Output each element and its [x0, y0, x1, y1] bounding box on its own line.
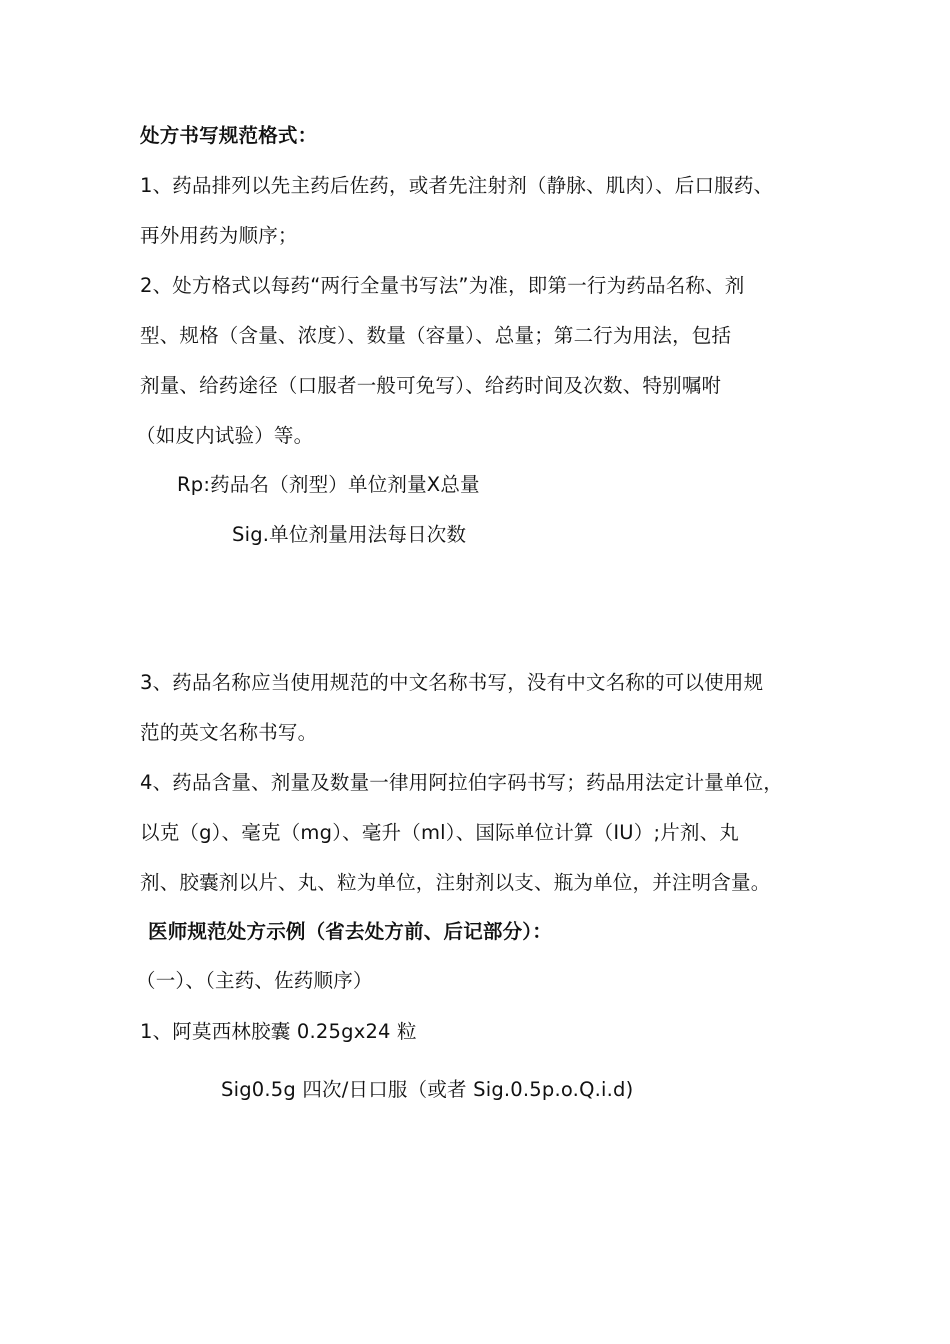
rule-2-line-3: 剂量、给药途径（口服者一般可免写）、给药时间及次数、特别嘱咐: [140, 374, 722, 397]
rule-4-line-1: 4、药品含量、剂量及数量一律用阿拉伯字码书写；药品用法定计量单位，: [140, 771, 784, 794]
example-heading: 医师规范处方示例（省去处方前、后记部分）：: [148, 920, 552, 943]
prescription-format-line-2: Sig.单位剂量用法每日次数: [232, 523, 467, 546]
rule-2-line-4: （如皮内试验）等。: [136, 424, 314, 447]
example-section-title: （一）、（主药、佐药顺序）: [136, 969, 373, 992]
rule-2-line-2: 型、规格（含量、浓度）、数量（容量）、总量；第二行为用法，包括: [140, 324, 732, 347]
example-item-1-usage: Sig0.5g 四次/日口服（或者 Sig.0.5p.o.Q.i.d): [221, 1078, 634, 1101]
example-item-1: 1、阿莫西林胶囊 0.25gx24 粒: [140, 1020, 417, 1043]
rule-2-line-1: 2、处方格式以每药“两行全量书写法”为准，即第一行为药品名称、剂: [140, 274, 745, 297]
rule-4-line-2: 以克（g）、毫克（mg）、毫升（ml）、国际单位计算（IU）;片剂、丸: [140, 821, 740, 844]
rule-4-line-3: 剂、胶囊剂以片、丸、粒为单位，注射剂以支、瓶为单位，并注明含量。: [140, 871, 771, 894]
rule-1-line-2: 再外用药为顺序；: [140, 224, 298, 247]
prescription-format-line-1: Rp:药品名（剂型）单位剂量Ⅹ总量: [177, 473, 480, 496]
rule-3-line-1: 3、药品名称应当使用规范的中文名称书写，没有中文名称的可以使用规: [140, 671, 764, 694]
rule-3-line-2: 范的英文名称书写。: [140, 721, 318, 744]
document-heading: 处方书写规范格式：: [140, 124, 318, 147]
rule-1-line-1: 1、药品排列以先主药后佐药，或者先注射剂（静脉、肌肉）、后口服药、: [140, 174, 774, 197]
